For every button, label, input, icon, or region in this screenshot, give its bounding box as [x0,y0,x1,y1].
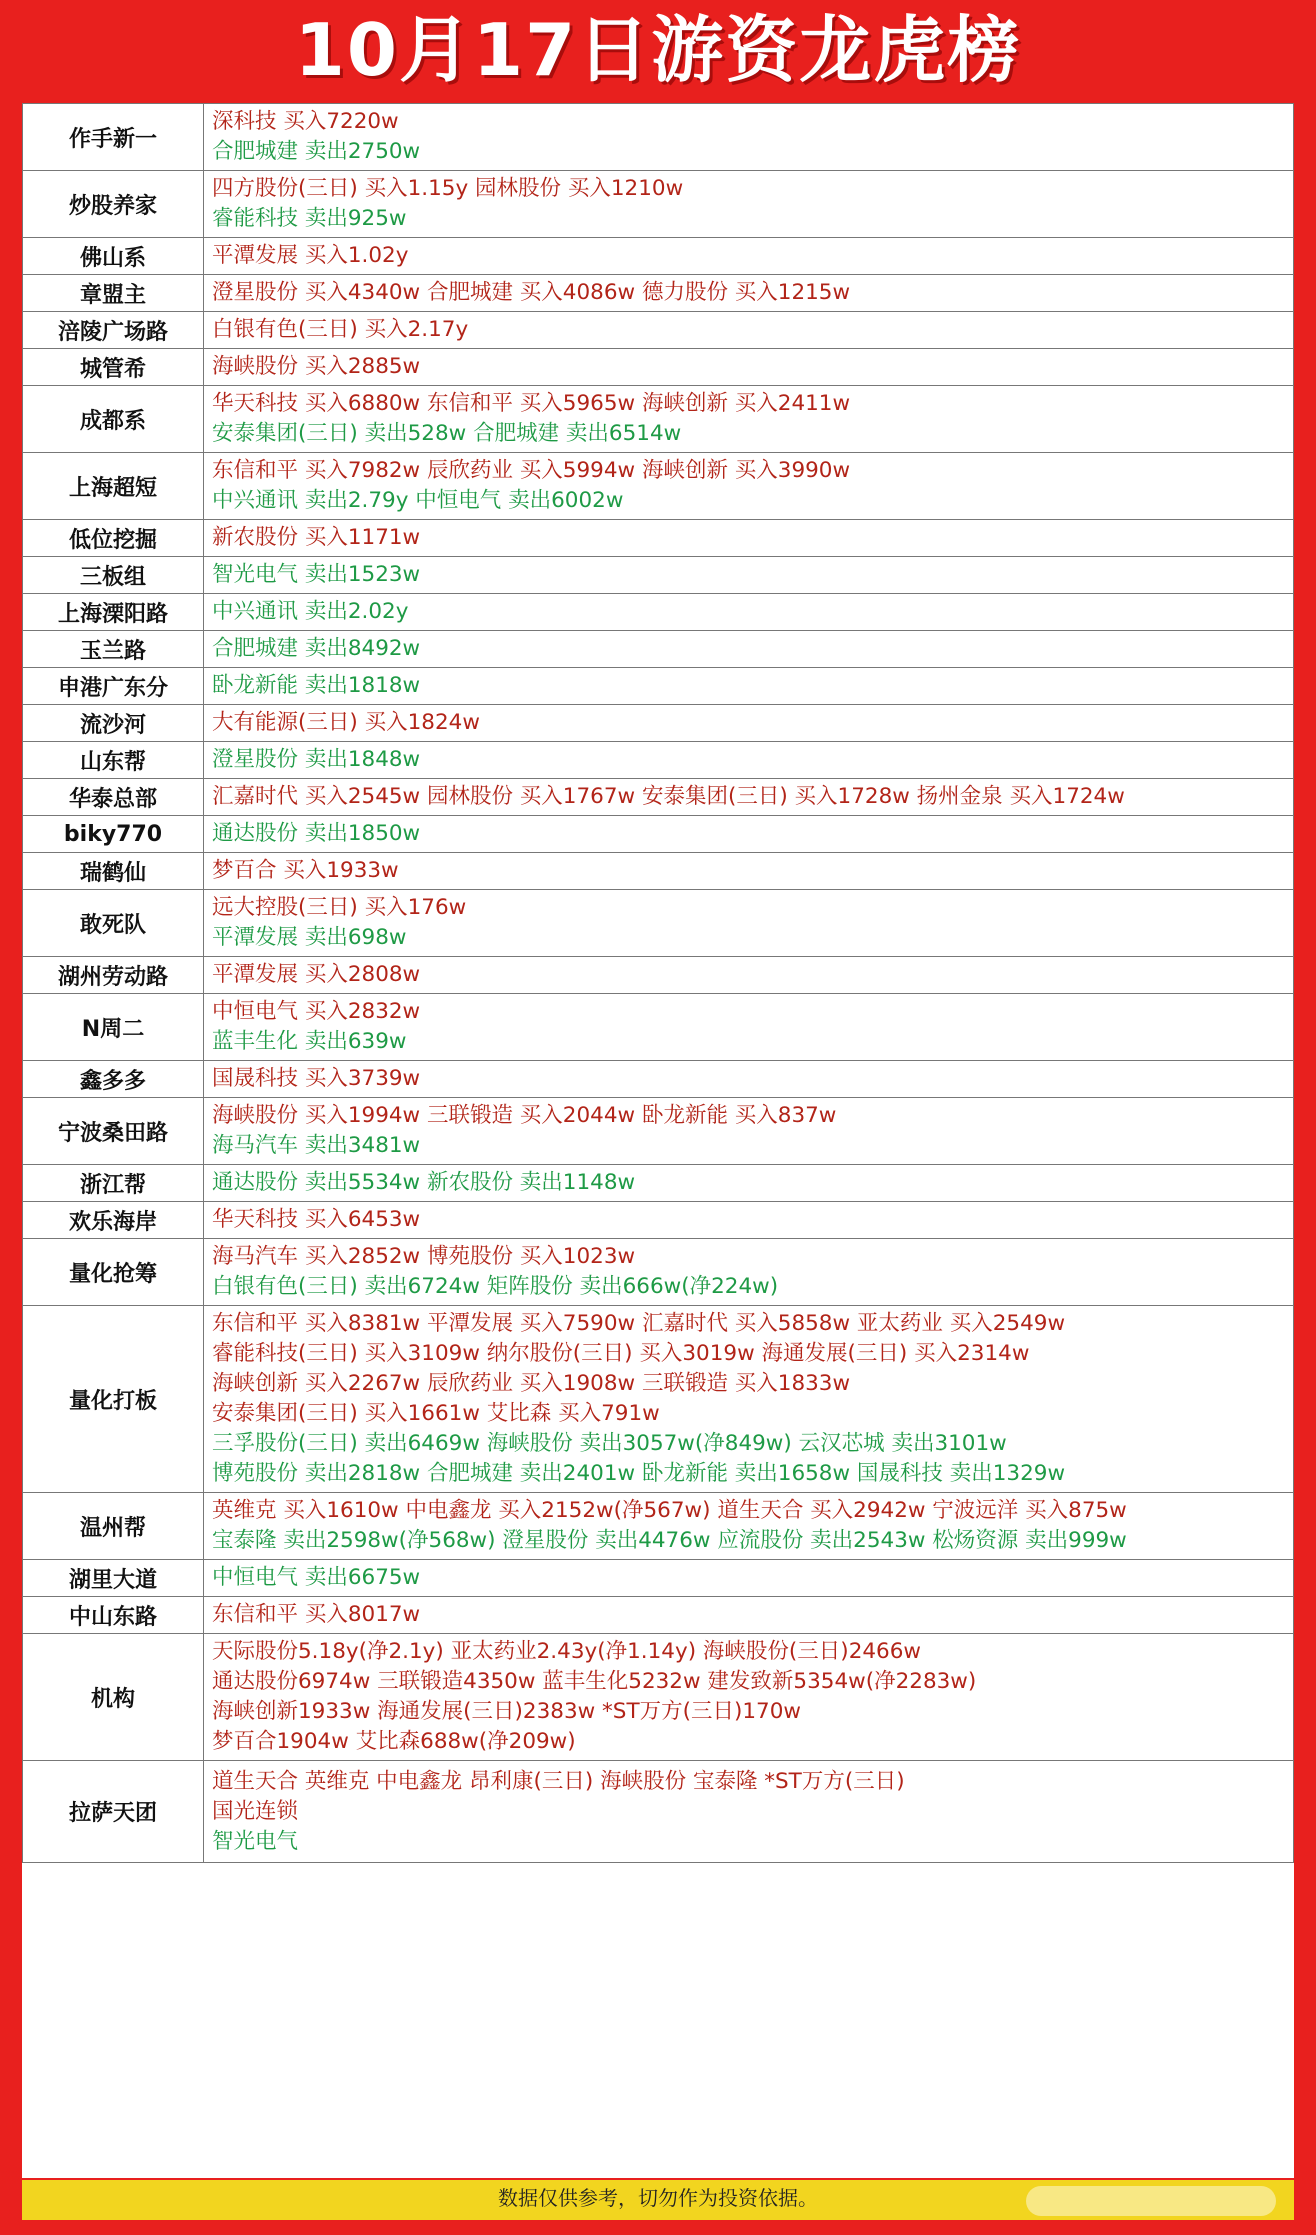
trader-name: 作手新一 [23,104,204,171]
table-row [23,890,1294,957]
table-row [23,994,1294,1061]
trade-details [204,1202,1294,1239]
trade-details [204,275,1294,312]
trader-name: biky770 [23,816,204,853]
trader-name: 上海超短 [23,453,204,520]
buy-line: 梦百合1904w 艾比森688w(净209w) [212,1729,576,1754]
trade-details [204,1239,1294,1306]
trade-details [204,631,1294,668]
trader-name: 湖州劳动路 [23,957,204,994]
table-row [23,779,1294,816]
trade-details [204,1098,1294,1165]
trade-details [204,1165,1294,1202]
buy-line: 通达股份6974w 三联锻造4350w 蓝丰生化5232w 建发致新5354w(净2283w) [212,1669,977,1694]
sell-line: 三孚股份(三日) 卖出6469w 海峡股份 卖出3057w(净849w) 云汉芯城 卖出3101w [212,1431,1007,1456]
trader-name: 流沙河 [23,705,204,742]
trader-name: 玉兰路 [23,631,204,668]
buy-line: 道生天合 英维克 中电鑫龙 昂利康(三日) 海峡股份 宝泰隆 *ST万方(三日) [212,1768,905,1794]
sell-line: 智光电气 [212,1828,299,1854]
buy-line: 远大控股(三日) 买入176w [212,895,467,920]
buy-line: 华天科技 买入6880w 东信和平 买入5965w 海峡创新 买入2411w [212,391,851,416]
buy-line: 海峡股份 买入1994w 三联锻造 买入2044w 卧龙新能 买入837w [212,1103,837,1128]
trade-details [204,742,1294,779]
table-row [23,816,1294,853]
buy-line: 平潭发展 买入1.02y [212,243,409,268]
sell-line: 卧龙新能 卖出1818w [212,673,421,698]
trader-name: 低位挖掘 [23,520,204,557]
trade-details [204,171,1294,238]
buy-line: 睿能科技(三日) 买入3109w 纳尔股份(三日) 买入3019w 海通发展(三日) 买入2314w [212,1341,1030,1366]
buy-line: 汇嘉时代 买入2545w 园林股份 买入1767w 安泰集团(三日) 买入1728w 扬州金泉 买入1724w [212,784,1125,809]
buy-line: 海峡创新 买入2267w 辰欣药业 买入1908w 三联锻造 买入1833w [212,1371,851,1396]
sell-line: 澄星股份 卖出1848w [212,747,421,772]
sell-line: 蓝丰生化 卖出639w [212,1029,407,1054]
table-row [23,742,1294,779]
trader-name: 中山东路 [23,1597,204,1634]
trader-name: N周二 [23,994,204,1061]
trade-details [204,594,1294,631]
trade-details [204,104,1294,171]
table-row [23,238,1294,275]
trader-name: 上海溧阳路 [23,594,204,631]
table-row [23,1306,1294,1493]
buy-line: 华天科技 买入6453w [212,1207,421,1232]
trade-details [204,349,1294,386]
table-row [23,557,1294,594]
trader-name: 敢死队 [23,890,204,957]
trade-details [204,312,1294,349]
table-row [23,1761,1294,1863]
buy-line: 梦百合 买入1933w [212,858,399,883]
trader-name: 炒股养家 [23,171,204,238]
trader-name: 涪陵广场路 [23,312,204,349]
buy-line: 新农股份 买入1171w [212,525,421,550]
buy-line: 海峡创新1933w 海通发展(三日)2383w *ST万方(三日)170w [212,1699,801,1724]
table-row [23,668,1294,705]
table-row [23,957,1294,994]
buy-line: 天际股份5.18y(净2.1y) 亚太药业2.43y(净1.14y) 海峡股份(三日)2466w [212,1639,921,1664]
trade-details [204,1306,1294,1493]
trade-details [204,386,1294,453]
trader-name: 申港广东分 [23,668,204,705]
table-row [23,1239,1294,1306]
trader-name: 机构 [23,1634,204,1761]
trader-name: 三板组 [23,557,204,594]
sell-line: 博苑股份 卖出2818w 合肥城建 卖出2401w 卧龙新能 卖出1658w 国晟科技 卖出1329w [212,1461,1066,1486]
sell-line: 安泰集团(三日) 卖出528w 合肥城建 卖出6514w [212,421,682,446]
table-row [23,453,1294,520]
trade-details [204,520,1294,557]
trader-name: 山东帮 [23,742,204,779]
trade-details [204,1634,1294,1761]
trade-details [204,779,1294,816]
trade-details [204,1761,1294,1863]
trader-name: 佛山系 [23,238,204,275]
sell-line: 宝泰隆 卖出2598w(净568w) 澄星股份 卖出4476w 应流股份 卖出2543w 松炀资源 卖出999w [212,1528,1127,1553]
table-row [23,631,1294,668]
table-row [23,520,1294,557]
trader-name: 欢乐海岸 [23,1202,204,1239]
page-title: 10月17日游资龙虎榜 [294,8,1022,92]
sell-line: 通达股份 卖出1850w [212,821,421,846]
trader-name: 浙江帮 [23,1165,204,1202]
trade-details [204,238,1294,275]
trade-details [204,1061,1294,1098]
trader-name: 城管希 [23,349,204,386]
buy-line: 国光连锁 [212,1798,299,1824]
sell-line: 通达股份 卖出5534w 新农股份 卖出1148w [212,1170,636,1195]
sell-line: 睿能科技 卖出925w [212,206,407,231]
ranking-table [22,103,1294,1863]
buy-line: 大有能源(三日) 买入1824w [212,710,480,735]
trade-details [204,1597,1294,1634]
trader-name: 量化抢筹 [23,1239,204,1306]
trade-details [204,705,1294,742]
disclaimer-footer: 数据仅供参考，切勿作为投资依据。 [22,2180,1294,2220]
trade-details [204,994,1294,1061]
trader-name: 宁波桑田路 [23,1098,204,1165]
trade-details [204,557,1294,594]
table-row [23,594,1294,631]
buy-line: 安泰集团(三日) 买入1661w 艾比森 买入791w [212,1401,660,1426]
buy-line: 英维克 买入1610w 中电鑫龙 买入2152w(净567w) 道生天合 买入2942w 宁波远洋 买入875w [212,1498,1127,1523]
buy-line: 海马汽车 买入2852w 博苑股份 买入1023w [212,1244,636,1269]
watermark-logo [1026,2186,1276,2216]
sell-line: 海马汽车 卖出3481w [212,1133,421,1158]
trader-name: 湖里大道 [23,1560,204,1597]
trader-name: 成都系 [23,386,204,453]
trade-details [204,853,1294,890]
trade-details [204,957,1294,994]
trade-details [204,816,1294,853]
buy-line: 白银有色(三日) 买入2.17y [212,317,469,342]
ranking-table-wrap [22,103,1294,2178]
buy-line: 平潭发展 买入2808w [212,962,421,987]
sell-line: 中恒电气 卖出6675w [212,1565,421,1590]
sell-line: 中兴通讯 卖出2.02y [212,599,409,624]
trader-name: 瑞鹤仙 [23,853,204,890]
buy-line: 国晟科技 买入3739w [212,1066,421,1091]
trader-name: 量化打板 [23,1306,204,1493]
buy-line: 澄星股份 买入4340w 合肥城建 买入4086w 德力股份 买入1215w [212,280,851,305]
buy-line: 中恒电气 买入2832w [212,999,421,1024]
trade-details [204,890,1294,957]
sell-line: 平潭发展 卖出698w [212,925,407,950]
table-row [23,1493,1294,1560]
table-row [23,1165,1294,1202]
table-row [23,1597,1294,1634]
sell-line: 中兴通讯 卖出2.79y 中恒电气 卖出6002w [212,488,624,513]
sell-line: 白银有色(三日) 卖出6724w 矩阵股份 卖出666w(净224w) [212,1274,779,1299]
trade-details [204,1560,1294,1597]
table-row [23,312,1294,349]
trader-name: 章盟主 [23,275,204,312]
table-row [23,853,1294,890]
table-row [23,1061,1294,1098]
buy-line: 海峡股份 买入2885w [212,354,421,379]
table-row [23,386,1294,453]
buy-line: 四方股份(三日) 买入1.15y 园林股份 买入1210w [212,176,684,201]
trader-name: 温州帮 [23,1493,204,1560]
table-row [23,705,1294,742]
trade-details [204,668,1294,705]
trade-details [204,453,1294,520]
buy-line: 东信和平 买入8017w [212,1602,421,1627]
table-row [23,349,1294,386]
sell-line: 合肥城建 卖出2750w [212,139,421,164]
trade-details [204,1493,1294,1560]
sell-line: 合肥城建 卖出8492w [212,636,421,661]
table-row [23,1098,1294,1165]
trader-name: 鑫多多 [23,1061,204,1098]
table-row [23,275,1294,312]
buy-line: 东信和平 买入7982w 辰欣药业 买入5994w 海峡创新 买入3990w [212,458,851,483]
buy-line: 深科技 买入7220w [212,109,399,134]
trader-name: 华泰总部 [23,779,204,816]
table-row [23,171,1294,238]
table-row [23,1634,1294,1761]
table-row [23,104,1294,171]
buy-line: 东信和平 买入8381w 平潭发展 买入7590w 汇嘉时代 买入5858w 亚太药业 买入2549w [212,1311,1066,1336]
table-row [23,1560,1294,1597]
table-row [23,1202,1294,1239]
sell-line: 智光电气 卖出1523w [212,562,421,587]
trader-name: 拉萨天团 [23,1761,204,1863]
